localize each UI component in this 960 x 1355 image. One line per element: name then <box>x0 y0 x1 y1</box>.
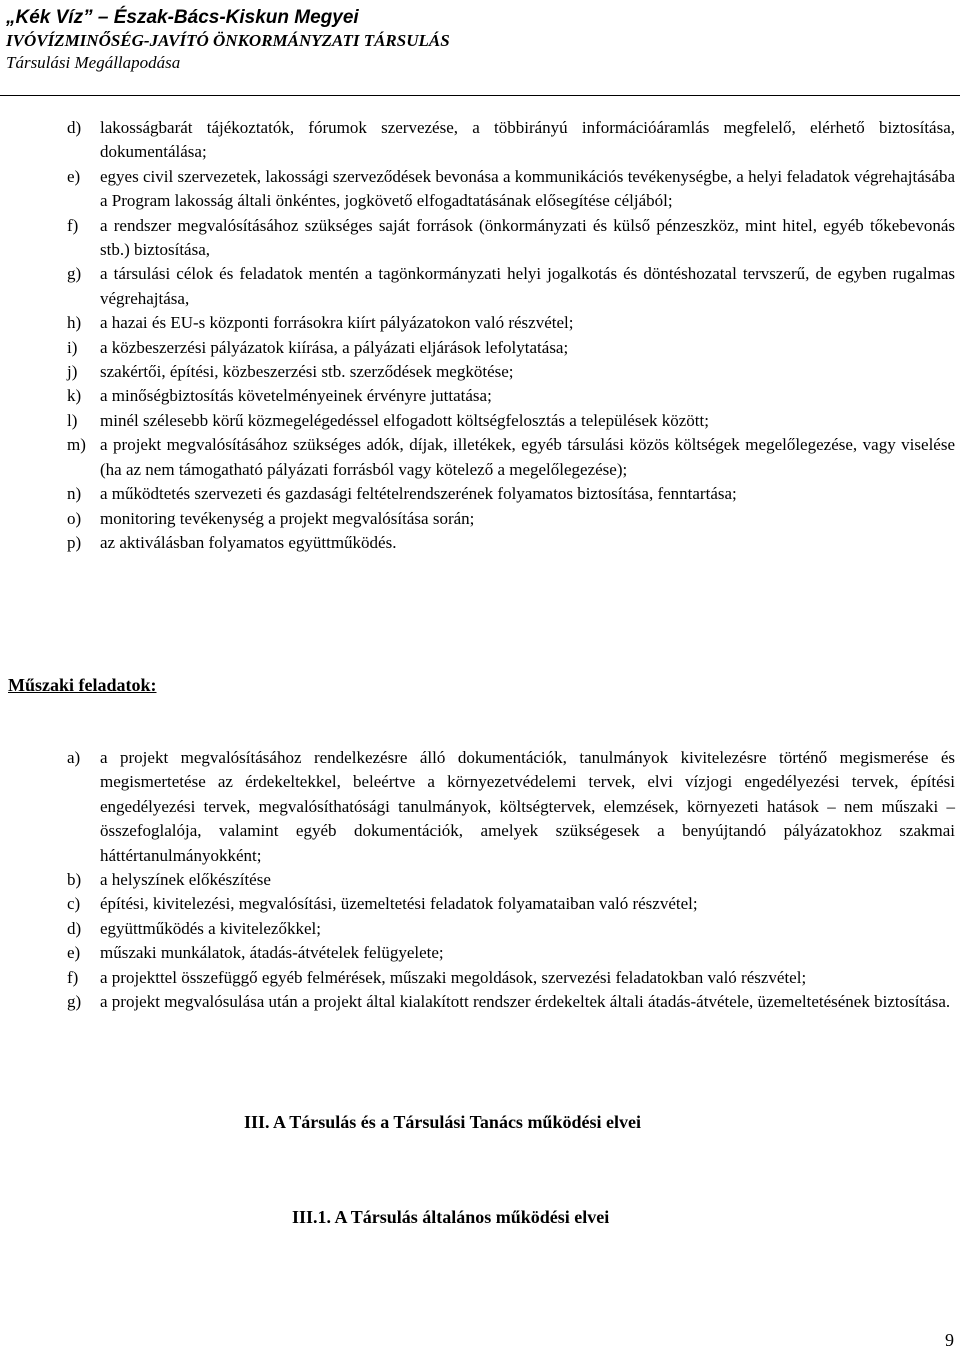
list-item-label: m) <box>67 435 86 455</box>
list-item-label: h) <box>67 313 82 333</box>
list-item-text: az aktiválásban folyamatos együttműködés. <box>100 532 397 552</box>
list-item <box>67 892 955 916</box>
list-item-label: b) <box>67 870 82 890</box>
list-item <box>67 990 955 1014</box>
list-item <box>67 311 955 335</box>
list-item-label: f) <box>67 967 79 987</box>
list-item-text: a projekt megvalósulása után a projekt által kialakított rendszer érdekeltek általi átadás-átvétele, üzemeltetésének biztosítása. <box>100 992 951 1012</box>
list-item <box>67 384 955 408</box>
list-item <box>67 336 955 360</box>
header-organization: IVÓVÍZMINŐSÉG-JAVÍTÓ ÖNKORMÁNYZATI TÁRSULÁS <box>6 31 450 50</box>
section-title: Műszaki feladatok: <box>8 675 157 695</box>
organizational-tasks-list <box>67 116 955 555</box>
technical-tasks-list <box>67 746 955 1014</box>
list-item-label: g) <box>67 264 82 284</box>
list-item-label: d) <box>67 918 82 938</box>
page-number: 9 <box>945 1330 954 1350</box>
list-item-text: egyes civil szervezetek, lakossági szerveződések bevonása a kommunikációs tevékenységbe, a helyi feladatok végrehajtásába a Program lakosság általi önkéntes, jogkövető elfogadtatásának elősegítése céljából; <box>100 166 955 211</box>
list-item-text: a hazai és EU-s központi forrásokra kiírt pályázatokon való részvétel; <box>100 313 574 333</box>
list-item-text: a helyszínek előkészítése <box>100 870 271 890</box>
list-item-text: minél szélesebb körű közmegelégedéssel elfogadott költségfelosztás a települések között; <box>100 410 709 430</box>
list-item-label: o) <box>67 508 82 528</box>
list-item <box>67 868 955 892</box>
list-item-label: p) <box>67 532 82 552</box>
list-item-label: f) <box>67 215 79 235</box>
list-item-label: n) <box>67 484 82 504</box>
list-item-text: monitoring tevékenység a projekt megvalósítása során; <box>100 508 475 528</box>
list-item <box>67 214 955 263</box>
list-item <box>67 262 955 311</box>
list-item-text: a rendszer megvalósításához szükséges saját források (önkormányzati és külső pénzeszköz, mint hitel, egyéb tőkebevonás stb.) biztosítása, <box>100 215 955 260</box>
list-item-label: k) <box>67 386 82 406</box>
list-item-text: a projekttel összefüggő egyéb felmérések, műszaki megoldások, szervezési feladatokban való részvétel; <box>100 967 807 987</box>
list-item-text: a projekt megvalósításához szükséges adók, díjak, illetékek, egyéb társulási közös költségek megelőlegezése, vagy viselése (ha az nem támogatható pályázati forrásból vagy kötelező a megelőlegezése); <box>100 435 955 479</box>
list-item <box>67 165 955 214</box>
list-item-label: a) <box>67 748 81 767</box>
list-item-text: a projekt megvalósításához rendelkezésre álló dokumentációk, tanulmányok kivitelezésre történő megismerése és megismertetése az érdekeltekkel, beleértve a környezetvédelemi tervek, elvi vízjogi engedélyezési tervek, építési engedélyezési tervek, megvalósíthatósági tanulmányok, költségtervek, elemzések, környezeti hatások – nem műszaki – összefoglalója, valamint egyéb dokumentációk, amelyek szükségesek a benyújtandó pályázatokhoz szakmai háttértanulmányokként; <box>100 748 955 865</box>
list-item-text: műszaki munkálatok, átadás-átvételek felügyelete; <box>100 943 444 963</box>
list-item-text: együttműködés a kivitelezőkkel; <box>100 918 321 938</box>
chapter-heading: III. A Társulás és a Társulási Tanács működési elvei <box>244 1112 641 1132</box>
list-item-label: d) <box>67 118 82 137</box>
document-header <box>6 6 450 74</box>
list-item-text: a közbeszerzési pályázatok kiírása, a pályázati eljárások lefolytatása; <box>100 337 569 357</box>
list-item-text: szakértői, építési, közbeszerzési stb. szerződések megkötése; <box>100 362 514 382</box>
list-item <box>67 433 955 482</box>
list-item-text: a társulási célok és feladatok mentén a tagönkormányzati helyi jogalkotás és döntéshozatal tervszerű, de egyben rugalmas végrehajtása, <box>100 264 955 308</box>
list-item <box>67 917 955 941</box>
list-item-label: l) <box>67 410 78 430</box>
list-item-label: e) <box>67 166 81 186</box>
list-item-text: a minőségbiztosítás követelményeinek érvényre juttatása; <box>100 386 492 406</box>
list-item <box>67 116 955 165</box>
list-item <box>67 746 955 868</box>
subchapter-heading: III.1. A Társulás általános működési elvei <box>292 1207 610 1227</box>
list-item-text: a működtetés szervezeti és gazdasági feltételrendszerének folyamatos biztosítása, fenntartása; <box>100 484 737 504</box>
list-item <box>67 482 955 506</box>
header-title: „Kék Víz” – Észak-Bács-Kiskun Megyei <box>6 7 359 28</box>
header-subtitle: Társulási Megállapodása <box>6 53 181 72</box>
list-item-text: építési, kivitelezési, megvalósítási, üzemeltetési feladatok folyamataiban való részvétel; <box>100 894 698 914</box>
list-item <box>67 409 955 433</box>
list-item <box>67 966 955 990</box>
list-item <box>67 360 955 384</box>
list-item <box>67 531 955 555</box>
list-item-label: g) <box>67 992 82 1012</box>
list-item <box>67 507 955 531</box>
header-divider <box>0 95 960 96</box>
list-item-label: e) <box>67 943 81 963</box>
list-item <box>67 941 955 965</box>
list-item-label: i) <box>67 337 78 357</box>
list-item-label: c) <box>67 894 81 914</box>
list-item-text: lakosságbarát tájékoztatók, fórumok szervezése, a többirányú információáramlás megfelelő, elérhető biztosítása, dokumentálása; <box>100 118 955 162</box>
list-item-label: j) <box>67 362 78 382</box>
